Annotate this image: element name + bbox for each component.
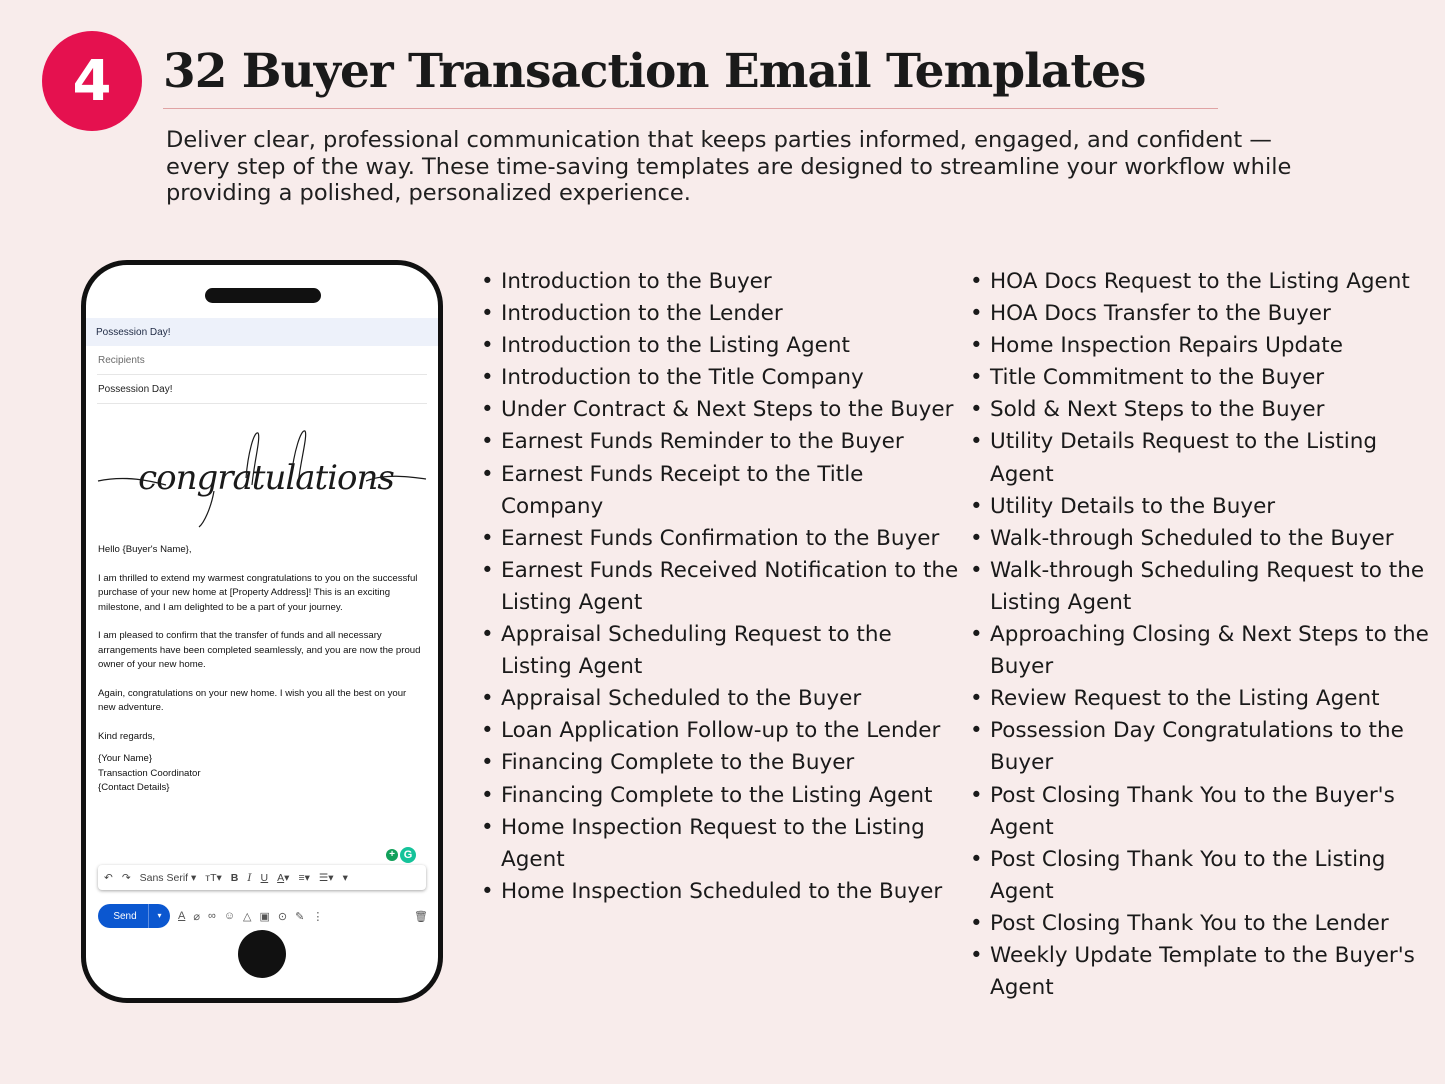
chevron-down-icon: ▾ [304,871,310,884]
chevron-down-icon: ▾ [284,871,290,884]
more-options-icon[interactable]: ⋮ [312,910,324,923]
list-item: • Financing Complete to the Buyer [481,747,961,779]
list-item: • Utility Details to the Buyer [970,491,1440,523]
list-item: • HOA Docs Transfer to the Buyer [970,298,1440,330]
template-list-left [481,266,961,908]
script-word: congratulations [138,458,394,498]
list-item: • Loan Application Follow-up to the Lender [481,715,961,747]
congratulations-script-image [96,423,428,533]
list-item: • Earnest Funds Confirmation to the Buyer [481,523,961,555]
insert-link-icon[interactable]: ∞ [207,910,216,922]
send-options-chevron-icon[interactable]: ▾ [148,904,170,928]
discard-draft-icon[interactable]: 🗑 [414,910,428,923]
italic-button[interactable]: I [247,871,252,884]
list-item: • Home Inspection Repairs Update [970,330,1440,362]
undo-icon[interactable]: ↶ [104,871,113,884]
list-item: • Walk-through Scheduling Request to the Listing Agent [970,555,1440,619]
list-item: • Appraisal Scheduled to the Buyer [481,683,961,715]
align-icon[interactable]: ≡▾ [298,871,310,884]
bold-button[interactable]: B [230,871,239,884]
email-paragraph: I am thrilled to extend my warmest congratulations to you on the successful purchase of your new home at [Property Address]! This is an exciting milestone, and I am delighted to be a part of your journey. [98,572,418,613]
emoji-icon[interactable]: ☺ [223,910,236,922]
confidential-mode-icon[interactable]: ⊙ [277,910,288,923]
compose-window-title[interactable]: Possession Day! [86,318,438,346]
signature-contact: {Contact Details} [98,782,170,793]
font-family-select[interactable]: Sans Serif ▾ [139,871,197,884]
list-item: • Approaching Closing & Next Steps to the Buyer [970,619,1440,683]
drive-icon[interactable]: △ [243,910,252,923]
email-paragraph: I am pleased to confirm that the transfer of funds and all necessary arrangements have been completed seamlessly, and you are now the proud owner of your new home. [98,630,421,670]
signature-name: {Your Name} [98,753,153,764]
email-greeting: Hello {Buyer's Name}, [98,544,192,555]
phone-home-button [238,930,286,978]
chevron-down-icon: ▾ [216,871,222,884]
signature-title: Transaction Coordinator [98,767,201,779]
list-item: • Title Commitment to the Buyer [970,362,1440,394]
formatting-options-icon[interactable]: A [178,910,186,922]
redo-icon[interactable]: ↷ [121,871,131,884]
list-item: • Introduction to the Buyer [481,266,961,298]
text-color-icon[interactable]: A▾ [277,871,290,884]
chevron-down-icon: ▾ [328,871,334,884]
list-item: • Walk-through Scheduled to the Buyer [970,523,1440,555]
chevron-down-icon: ▾ [191,871,197,884]
list-item: • Sold & Next Steps to the Buyer [970,394,1440,426]
page-title: 32 Buyer Transaction Email Templates [163,44,1146,99]
list-item: • Weekly Update Template to the Buyer's Agent [970,940,1440,1004]
phone-mockup [81,260,443,1003]
underline-button[interactable]: U [260,871,269,884]
email-closing: Kind regards, [98,730,156,742]
compose-actions-bar [98,904,428,928]
list-item: • Earnest Funds Received Notification to the Listing Agent [481,555,961,619]
list-item: • Possession Day Congratulations to the Buyer [970,715,1440,779]
send-button[interactable] [98,904,170,928]
step-number-badge: 4 [42,31,142,131]
list-item: • Introduction to the Lender [481,298,961,330]
formatting-toolbar [98,865,426,890]
list-item: • Post Closing Thank You to the Buyer's Agent [970,780,1440,844]
list-item: • Utility Details Request to the Listing Agent [970,426,1440,490]
attach-file-icon[interactable]: ⌀ [193,910,200,923]
title-divider [163,108,1218,109]
signature-icon[interactable]: ✎ [295,910,305,923]
list-item: • Review Request to the Listing Agent [970,683,1440,715]
list-item: • Earnest Funds Receipt to the Title Company [481,459,961,523]
page-description: Deliver clear, professional communication that keeps parties informed, engaged, and confident —every step of the way. These time-saving templates are designed to streamline your workflow while providing a polished, personalized experience. [166,127,1292,206]
template-list-right [970,266,1440,1004]
email-paragraph: Again, congratulations on your new home. I wish you all the best on your new adventure. [98,687,407,713]
email-body[interactable] [98,543,426,796]
list-item: • Introduction to the Listing Agent [481,330,961,362]
list-item: • Under Contract & Next Steps to the Buyer [481,394,961,426]
grammarly-plus-icon[interactable]: + [386,849,398,861]
list-item: • HOA Docs Request to the Listing Agent [970,266,1440,298]
send-label[interactable]: Send [113,910,137,922]
list-item: • Home Inspection Request to the Listing Agent [481,812,961,876]
list-item: • Financing Complete to the Listing Agent [481,780,961,812]
list-item: • Post Closing Thank You to the Lender [970,908,1440,940]
insert-photo-icon[interactable]: ▣ [259,910,270,923]
list-item: • Post Closing Thank You to the Listing Agent [970,844,1440,908]
font-size-icon[interactable]: тT▾ [205,871,222,884]
grammarly-widget[interactable] [386,849,416,863]
recipients-field[interactable]: Recipients [97,349,427,375]
grammarly-icon[interactable]: G [400,847,416,863]
list-item: • Introduction to the Title Company [481,362,961,394]
list-item: • Home Inspection Scheduled to the Buyer [481,876,961,908]
list-icon[interactable]: ☰▾ [318,871,334,884]
phone-speaker [205,288,321,303]
list-item: • Earnest Funds Reminder to the Buyer [481,426,961,458]
list-item: • Appraisal Scheduling Request to the Listing Agent [481,619,961,683]
more-formatting-icon[interactable]: ▾ [342,871,348,884]
subject-field[interactable]: Possession Day! [97,377,427,404]
